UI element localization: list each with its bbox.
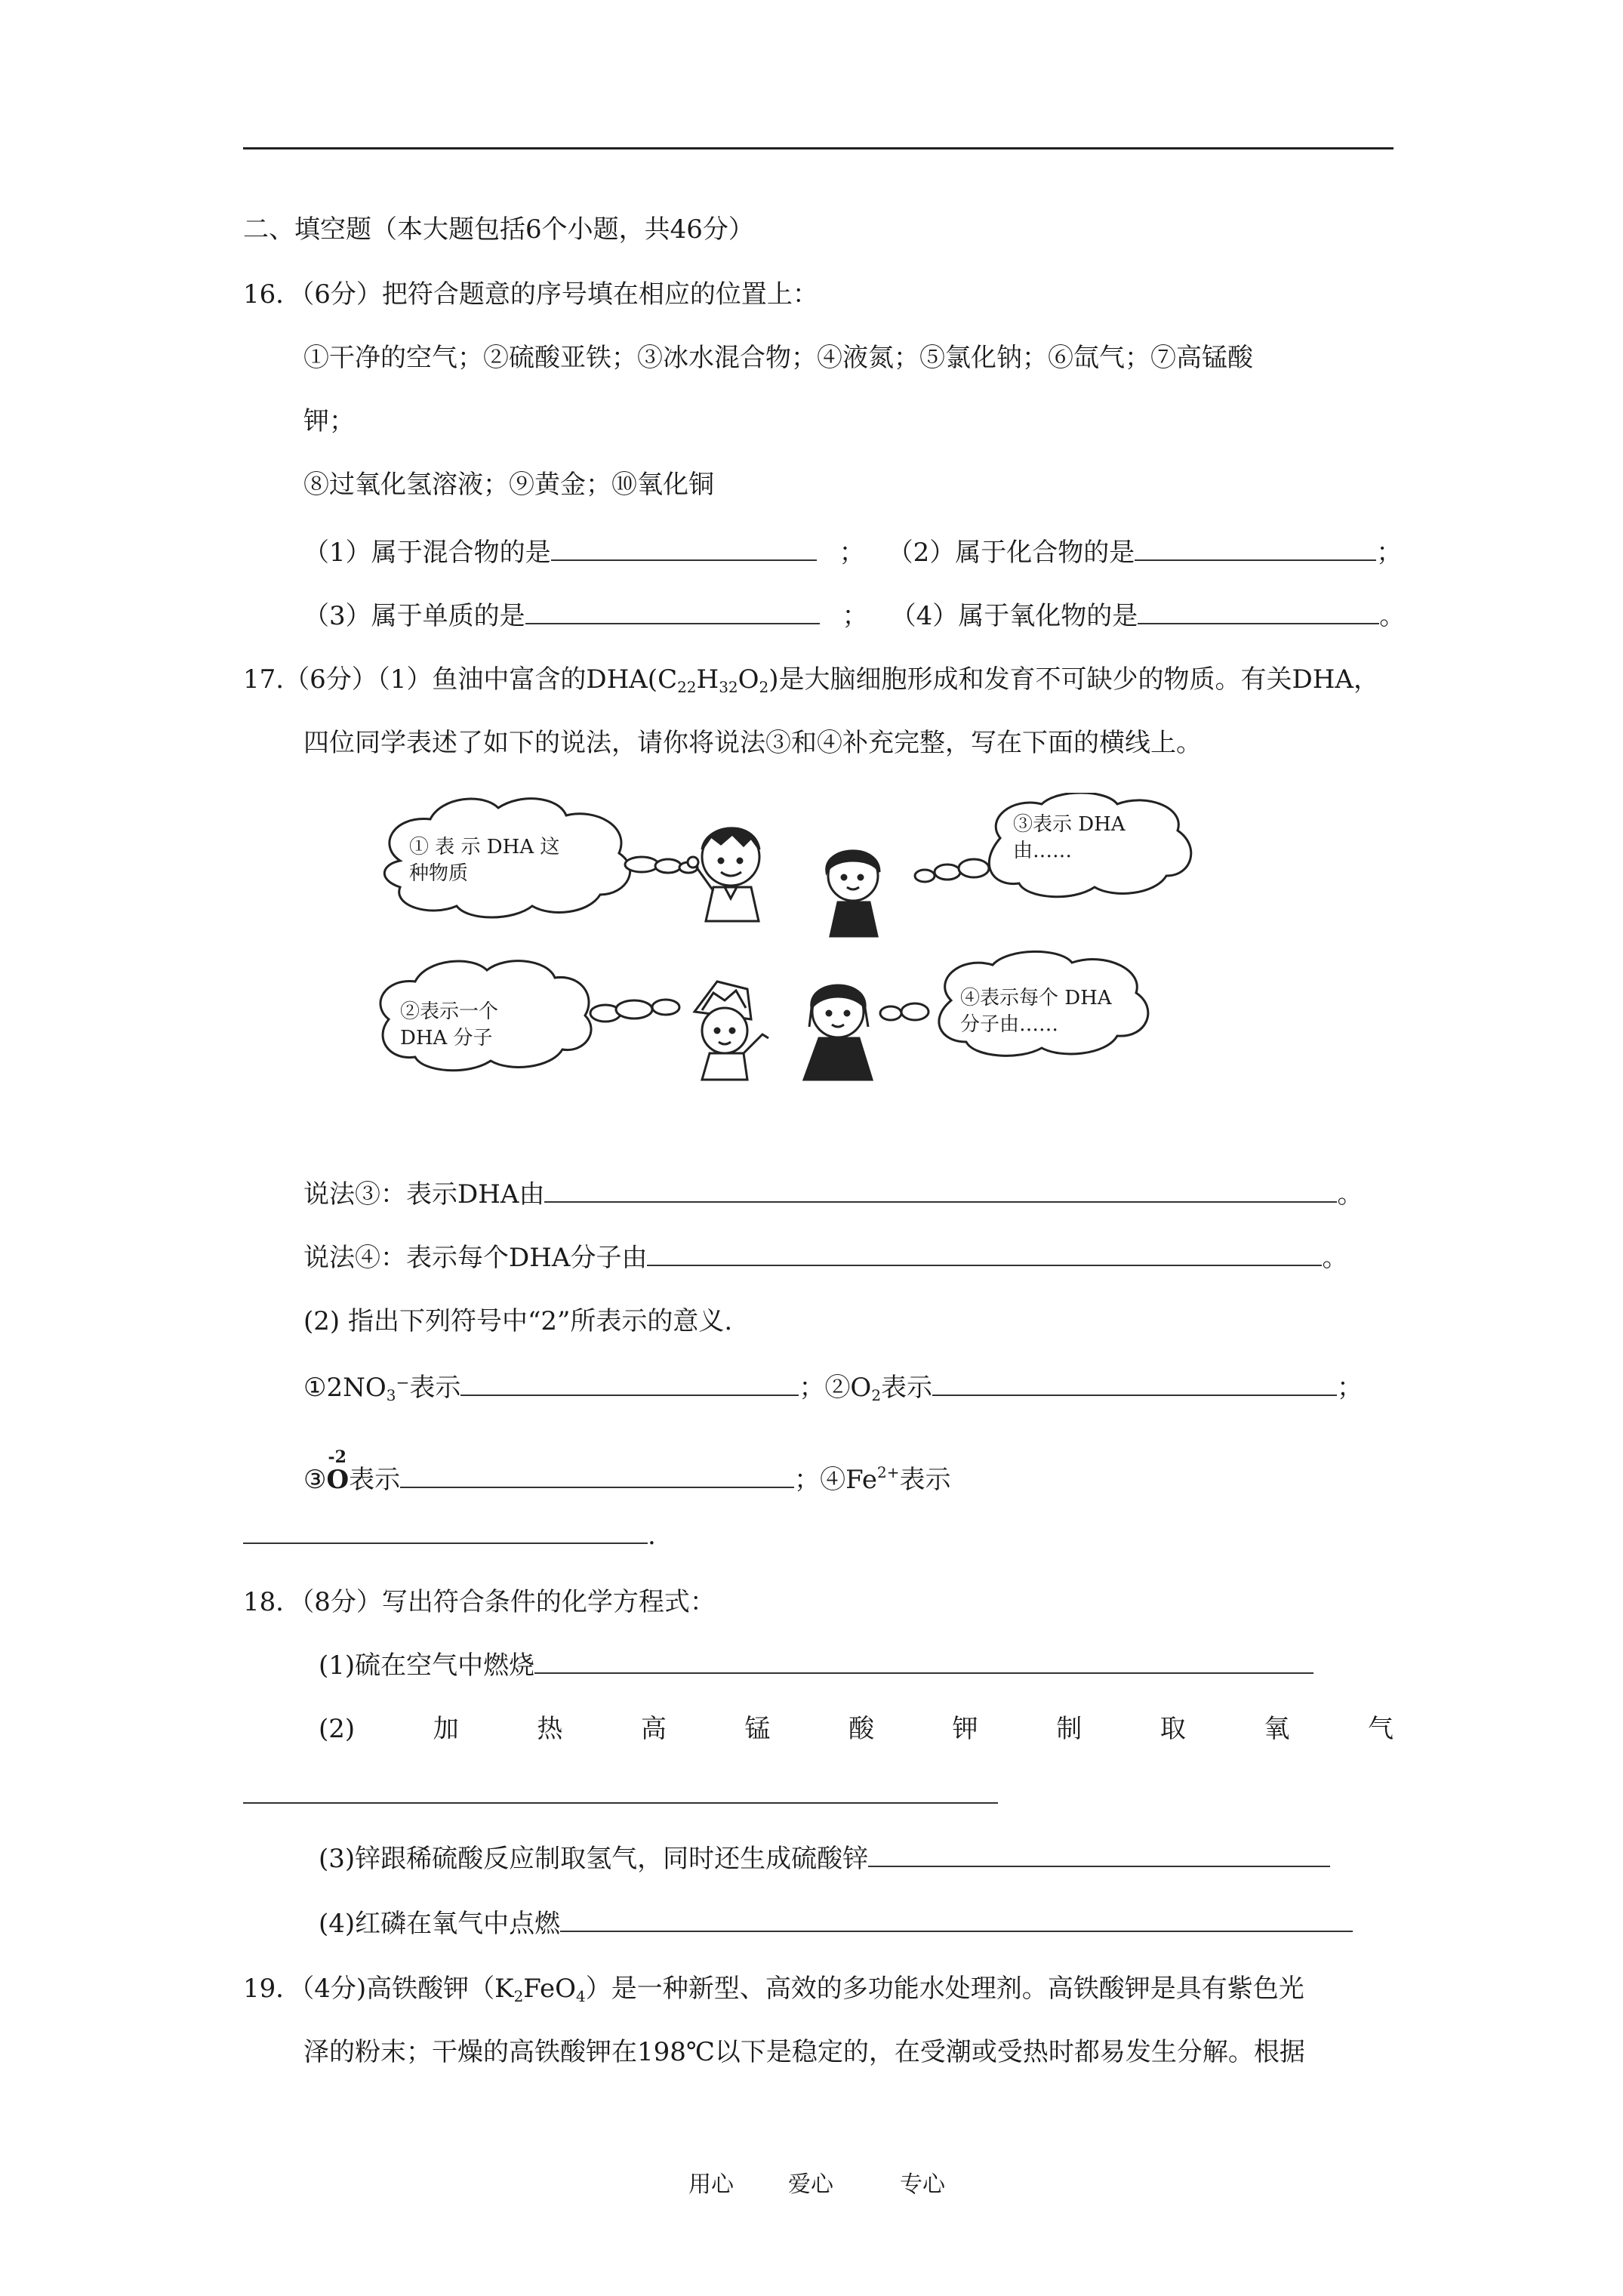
q17-symbols-row2 [303, 1447, 951, 1496]
subscript: 2 [759, 678, 769, 696]
eq2-word: 制 [1056, 1714, 1083, 1744]
q16-heading: 16．（6分）把符合题意的序号填在相应的位置上： [243, 279, 818, 310]
statement-3-label: 说法③：表示DHA由 [303, 1179, 545, 1210]
q16-part4-label: （4）属于氧化物的是 [890, 601, 1138, 631]
text: H [696, 664, 719, 695]
bubble-2-line2: DHA 分子 [400, 1027, 493, 1049]
footer-word-2: 爱心 [788, 2171, 833, 2198]
q19-line2: 泽的粉末；干燥的高铁酸钾在198℃以下是稳定的，在受潮或受热时都易发生分解。根据 [303, 2037, 1305, 2067]
statement-4-label: 说法④：表示每个DHA分子由 [303, 1243, 648, 1273]
speech-bubble-4 [880, 951, 1148, 1056]
answer-blank[interactable] [560, 1908, 1353, 1932]
answer-blank[interactable] [1138, 600, 1379, 624]
separator: ； [842, 601, 868, 631]
q18-eq2-blank [243, 1779, 998, 1812]
text: )是大脑细胞形成和发育不可缺少的物质。有关DHA， [768, 664, 1379, 695]
answer-blank[interactable] [868, 1843, 1330, 1867]
bubble-3-line1: ③表示 DHA [1013, 813, 1126, 836]
footer-word-1: 用心 [688, 2171, 734, 2198]
answer-blank[interactable] [1135, 537, 1376, 561]
symbol-4: ④Fe [820, 1465, 877, 1495]
cartoon-girl-4 [804, 985, 872, 1080]
subscript: 2 [871, 1386, 882, 1404]
text: O [738, 664, 759, 695]
text: 表示 [881, 1373, 933, 1403]
answer-blank[interactable] [243, 1780, 998, 1804]
eq4-label: (4)红磷在氧气中点燃 [319, 1909, 561, 1939]
q18-eq3 [319, 1842, 1330, 1875]
bubble-1-line1: ① 表 示 DHA 这 [409, 836, 560, 858]
answer-blank[interactable] [551, 537, 817, 561]
eq2-word: 锰 [744, 1714, 771, 1744]
q17-statement4 [303, 1241, 1347, 1274]
answer-blank[interactable] [647, 1242, 1322, 1266]
eq2-word: 钾 [952, 1714, 978, 1744]
bubble-3-line2: 由…… [1013, 840, 1073, 862]
oxidation-symbol [326, 1447, 350, 1496]
separator: ； [794, 1465, 821, 1495]
separator: 。 [1337, 1179, 1363, 1210]
q16-part3 [303, 599, 1405, 633]
q17-symbols-row1 [303, 1371, 1363, 1412]
answer-blank[interactable] [544, 1179, 1337, 1203]
q17-statement3 [303, 1178, 1363, 1211]
superscript: 2+ [876, 1463, 900, 1481]
q19-line1 [243, 1972, 1304, 2013]
speech-bubble-3 [915, 793, 1191, 897]
footer-word-3: 专心 [900, 2171, 945, 2198]
text: 19．（4分)高铁酸钾（K [243, 1974, 514, 2004]
bubble-4-line1: ④表示每个 DHA [960, 987, 1112, 1009]
text: FeO [523, 1974, 577, 2004]
q17-tail [243, 1519, 656, 1552]
eq2-word: 气 [1367, 1714, 1394, 1744]
separator: ； [1376, 538, 1403, 568]
text: ⁻表示 [396, 1373, 461, 1403]
answer-blank[interactable] [932, 1372, 1337, 1396]
separator: . [648, 1521, 656, 1551]
q18-eq1 [319, 1649, 1313, 1682]
separator: 。 [1322, 1243, 1348, 1273]
eq2-word: 氧 [1264, 1714, 1290, 1744]
q18-eq4 [319, 1907, 1353, 1940]
q16-part1-label: （1）属于混合物的是 [303, 538, 551, 568]
bubble-4-line2: 分子由…… [960, 1013, 1059, 1036]
text: 17.（6分）（1）鱼油中富含的DHA(C [243, 664, 678, 695]
valence-mark: -2 [328, 1447, 346, 1467]
element: O [326, 1465, 350, 1495]
eq2-word: 高 [640, 1714, 667, 1744]
cartoon-boy-1 [688, 828, 759, 921]
eq2-word: 加 [433, 1714, 459, 1744]
separator: ； [839, 538, 865, 568]
separator: 。 [1379, 601, 1406, 631]
q16-items-line2: ⑧过氧化氢溶液；⑨黄金；⑩氧化铜 [303, 470, 714, 500]
q16-part3-label: （3）属于单质的是 [303, 601, 525, 631]
answer-blank[interactable] [534, 1650, 1313, 1674]
header-rule [243, 147, 1394, 149]
answer-blank[interactable] [525, 600, 820, 624]
answer-blank[interactable] [460, 1372, 799, 1396]
text: 表示 [899, 1465, 951, 1495]
eq2-word: 取 [1160, 1714, 1186, 1744]
subscript: 4 [576, 1987, 586, 2005]
symbol-2: ②O [824, 1373, 872, 1403]
dha-illustration [370, 793, 1276, 1095]
text: ）是一种新型、高效的多功能水处理剂。高铁酸钾是具有紫色光 [585, 1974, 1304, 2004]
eq1-label: (1)硫在空气中燃烧 [319, 1650, 535, 1681]
q16-items-line1b: 钾； [303, 406, 355, 436]
eq2-word: 热 [537, 1714, 563, 1744]
q16-items-line1: ①干净的空气；②硫酸亚铁；③冰水混合物；④液氮；⑤氯化钠；⑥氙气；⑦高锰酸 [303, 343, 1253, 373]
bubble-1-line2: 种物质 [409, 862, 469, 885]
separator: ； [1337, 1373, 1363, 1403]
q18-eq2-spread [319, 1712, 1394, 1746]
q16-part1 [303, 536, 1402, 569]
cartoon-girl-3 [827, 851, 879, 936]
subscript: 32 [719, 678, 738, 696]
q17-part2: (2) 指出下列符号中“2”所表示的意义. [303, 1306, 733, 1336]
speech-bubble-1 [384, 799, 698, 917]
answer-blank[interactable] [243, 1520, 648, 1544]
answer-blank[interactable] [400, 1464, 794, 1488]
subscript: 3 [386, 1386, 396, 1404]
subscript: 22 [677, 678, 697, 696]
eq2-word: (2) [319, 1714, 356, 1744]
symbol-3: ③ [303, 1465, 327, 1495]
q17-heading [243, 663, 1379, 704]
separator: ； [799, 1373, 825, 1403]
text: 表示 [349, 1465, 401, 1495]
q17-line2: 四位同学表述了如下的说法，请你将说法③和④补充完整，写在下面的横线上。 [303, 728, 1202, 758]
q16-part2-label: （2）属于化合物的是 [887, 538, 1135, 568]
eq3-label: (3)锌跟稀硫酸反应制取氢气，同时还生成硫酸锌 [319, 1844, 869, 1874]
subscript: 2 [513, 1987, 524, 2005]
eq2-word: 酸 [848, 1714, 875, 1744]
symbol-1: ①2NO [303, 1373, 387, 1403]
section-title: 二、填空题（本大题包括6个小题，共46分） [243, 214, 754, 245]
speech-bubble-2 [380, 961, 679, 1071]
cartoon-boy-2 [694, 982, 768, 1080]
q18-heading: 18．（8分）写出符合条件的化学方程式： [243, 1587, 716, 1617]
bubble-2-line1: ②表示一个 [400, 1000, 499, 1023]
